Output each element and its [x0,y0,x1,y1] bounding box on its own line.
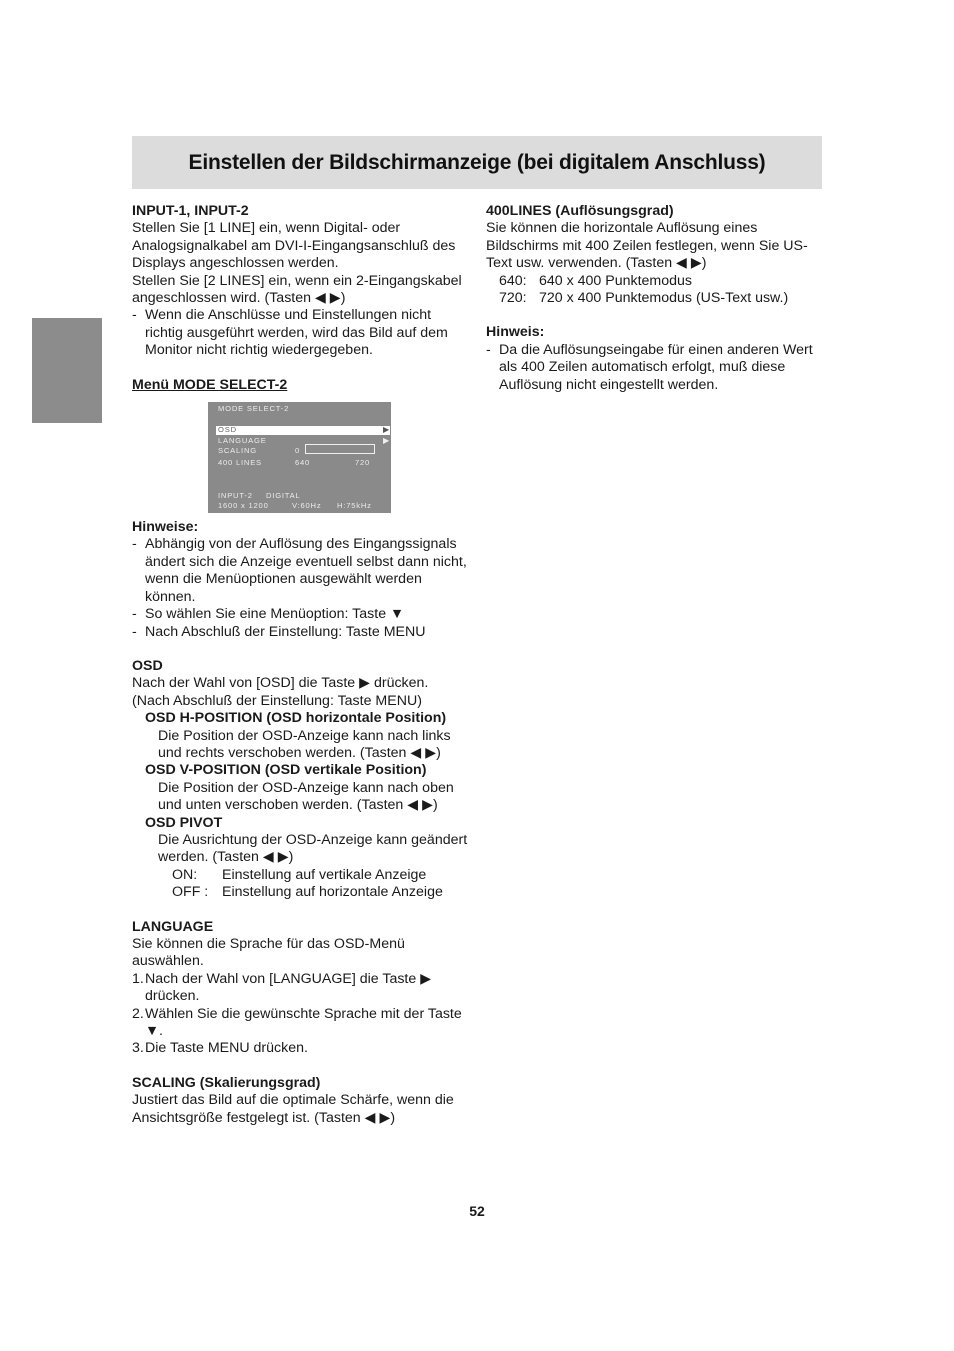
osd-input-mode: DIGITAL [266,491,301,501]
osd-option-640: 640 [295,458,311,468]
pivot-on-row [132,867,472,884]
lines-640-value: 640 x 400 Punktemodus [539,272,693,289]
osd-option-720: 720 [355,458,371,468]
pivot-on-value: Einstellung auf vertikale Anzeige [222,866,427,883]
osd-row-osd-arrow-icon: ▶ [383,425,390,435]
pivot-off-value: Einstellung auf horizontale Anzeige [222,884,443,901]
lines-720-value: 720 x 400 Punktemodus (US-Text usw.) [539,290,789,307]
hpos-text: Die Position der OSD-Anzeige kann nach links und rechts verschoben werden. (Tasten ◀ ▶) [158,727,451,761]
vpos-heading: OSD V-POSITION (OSD vertikale Position) [145,762,427,779]
lines-720-key: 720: [499,290,527,307]
language-heading: LANGUAGE [132,918,214,935]
osd-row-scaling: SCALING [218,446,257,456]
osd-scaling-value: 0 [295,446,301,456]
language-step: 1. Nach der Wahl von [LANGUAGE] die Taste ▶ drücken. [132,970,432,1005]
pivot-off-row [132,884,472,901]
osd-row-language-arrow-icon: ▶ [383,436,390,446]
pivot-off-key: OFF : [172,884,209,901]
input-paragraph-2: Stellen Sie [2 LINES] ein, wenn ein 2-Eingangskabel angeschlossen wird. (Tasten ◀ ▶) [132,272,462,307]
osd-paragraph-2: (Nach Abschluß der Einstellung: Taste MENU) [132,692,422,709]
osd-input-label: INPUT-2 [218,491,253,501]
osd-menu-screen [208,402,391,513]
page-number: 52 [469,1203,485,1219]
osd-resolution: 1600 x 1200 [218,501,269,511]
lines-640-key: 640: [499,272,527,289]
osd-row-osd: OSD [218,425,237,435]
osd-paragraph-1: Nach der Wahl von [OSD] die Taste ▶ drücken. [132,675,429,692]
lines-paragraph: Sie können die horizontale Auflösung eines Bildschirms mit 400 Zeilen festlegen, wenn Sie US-Text usw. verwenden. (Tasten ◀ ▶) [486,220,808,272]
osd-heading: OSD [132,657,163,674]
scaling-paragraph: Justiert das Bild auf die optimale Schärfe, wenn die Ansichtsgröße festgelegt ist. (Tasten ◀ ▶) [132,1092,454,1126]
language-step: 2. Wählen Sie die gewünschte Sprache mit der Taste ▼. [132,1005,462,1040]
hinweise-item: - So wählen Sie eine Menüoption: Taste ▼ [132,606,472,623]
hinweis-heading: Hinweis: [486,324,545,341]
pivot-text: Die Ausrichtung der OSD-Anzeige kann geändert werden. (Tasten ◀ ▶) [158,831,468,866]
hinweise-heading: Hinweise: [132,519,199,536]
language-step: 3. Die Taste MENU drücken. [132,1040,308,1057]
osd-row-language: LANGUAGE [218,436,267,446]
input-paragraph-1: Stellen Sie [1 LINE] ein, wenn Digital- oder Analogsignalkabel am DVI-I-Eingangsanschluß des Displays angeschlossen werden. [132,220,456,272]
lines-heading: 400LINES (Auflösungsgrad) [486,203,674,219]
menu-heading: Menü MODE SELECT-2 [132,376,288,393]
hinweise-item: - Nach Abschluß der Einstellung: Taste MENU [132,624,472,641]
osd-hfreq: H:75kHz [337,501,372,511]
input-heading: INPUT-1, INPUT-2 [132,203,249,219]
pivot-on-key: ON: [172,866,198,883]
osd-vfreq: V:60Hz [292,501,322,511]
page-title: Einstellen der Bildschirmanzeige (bei digitalem Anschluss) [188,150,766,174]
left-column [132,203,472,1127]
osd-title: MODE SELECT-2 [218,404,290,414]
language-side-tab [32,318,102,423]
hinweis-text: - Da die Auflösungseingabe für einen anderen Wert als 400 Zeilen automatisch erfolgt, muß diese Auflösung nicht eingestellt werden. [486,342,831,394]
right-column [486,203,831,394]
lines-640-row [486,273,831,290]
lines-720-row [486,290,831,307]
pivot-heading: OSD PIVOT [145,814,223,831]
scaling-heading: SCALING (Skalierungsgrad) [132,1074,321,1091]
language-paragraph: Sie können die Sprache für das OSD-Menü auswählen. [132,936,405,970]
osd-scaling-bar [305,444,375,454]
osd-highlight-row [216,426,390,435]
hpos-heading: OSD H-POSITION (OSD horizontale Position) [145,710,447,727]
hinweise-item: - Abhängig von der Auflösung des Eingangssignals ändert sich die Anzeige eventuell selbst dann nicht, wenn die Menüoptionen ausgewählt werden können. [132,536,472,606]
title-bar [132,136,822,189]
input-note: - Wenn die Anschlüsse und Einstellungen nicht richtig ausgeführt werden, wird das Bild auf dem Monitor nicht richtig wiedergegeben. [132,307,472,359]
vpos-text: Die Position der OSD-Anzeige kann nach oben und unten verschoben werden. (Tasten ◀ ▶) [158,779,454,814]
osd-row-400lines: 400 LINES [218,458,262,468]
